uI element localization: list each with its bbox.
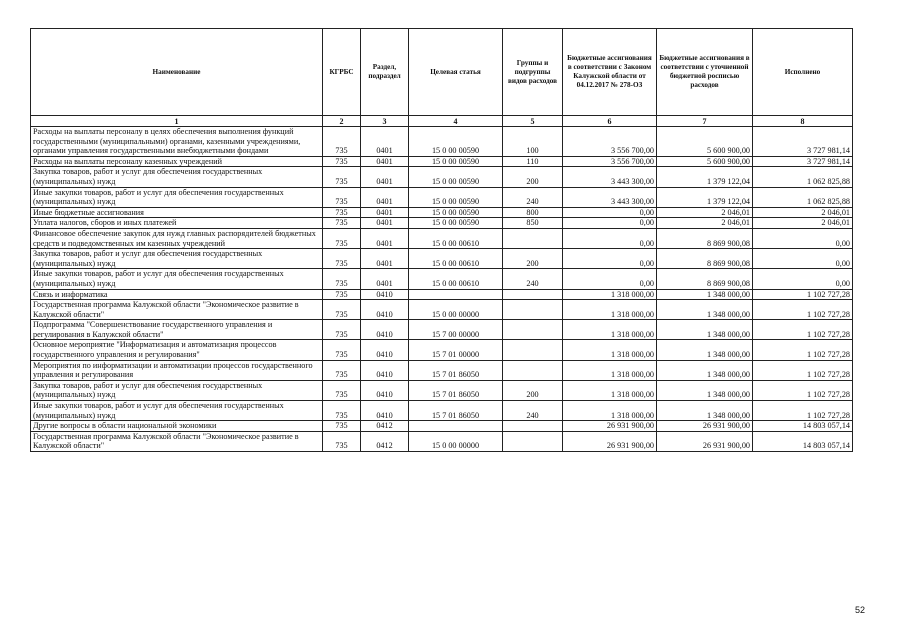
- done-amount-cell: 3 727 981,14: [753, 156, 853, 167]
- law-amount-cell: 3 556 700,00: [563, 156, 657, 167]
- done-amount-cell: 1 062 825,88: [753, 167, 853, 187]
- law-amount-cell: 0,00: [563, 249, 657, 269]
- done-amount-cell: 1 102 727,28: [753, 401, 853, 421]
- table-row: [31, 207, 853, 218]
- razdel-cell: 0401: [361, 207, 409, 218]
- kgrbs-cell: 735: [323, 431, 361, 451]
- law-amount-cell: 0,00: [563, 269, 657, 289]
- done-amount-cell: 0,00: [753, 269, 853, 289]
- vid-cell: 100: [503, 127, 563, 157]
- razdel-cell: 0412: [361, 431, 409, 451]
- name-cell: Финансовое обеспечение закупок для нужд главных распорядителей бюджетных средств и подведомственных им казенных учреждений: [31, 228, 323, 248]
- plan-amount-cell: 1 348 000,00: [657, 380, 753, 400]
- done-amount-cell: 0,00: [753, 228, 853, 248]
- law-amount-cell: 3 556 700,00: [563, 127, 657, 157]
- name-cell: Мероприятия по информатизации и автоматизации процессов государственного управления и регулирования: [31, 360, 323, 380]
- law-amount-cell: 26 931 900,00: [563, 421, 657, 432]
- razdel-cell: 0410: [361, 320, 409, 340]
- column-number: 4: [409, 116, 503, 127]
- plan-amount-cell: 1 348 000,00: [657, 340, 753, 360]
- vid-cell: 240: [503, 187, 563, 207]
- done-amount-cell: 2 046,01: [753, 218, 853, 229]
- done-amount-cell: 2 046,01: [753, 207, 853, 218]
- plan-amount-cell: 5 600 900,00: [657, 127, 753, 157]
- done-amount-cell: 1 102 727,28: [753, 360, 853, 380]
- razdel-cell: 0410: [361, 289, 409, 300]
- kgrbs-cell: 735: [323, 380, 361, 400]
- kgrbs-cell: 735: [323, 360, 361, 380]
- razdel-cell: 0410: [361, 360, 409, 380]
- page-number: 52: [854, 605, 865, 615]
- table-row: [31, 167, 853, 187]
- plan-amount-cell: 26 931 900,00: [657, 421, 753, 432]
- vid-cell: [503, 421, 563, 432]
- law-amount-cell: 1 318 000,00: [563, 320, 657, 340]
- razdel-cell: 0401: [361, 167, 409, 187]
- column-number: 8: [753, 116, 853, 127]
- vid-cell: 240: [503, 269, 563, 289]
- done-amount-cell: 14 803 057,14: [753, 421, 853, 432]
- header-plan: Бюджетные ассигнования в соответствии с уточненной бюджетной росписью расходов: [657, 29, 753, 116]
- law-amount-cell: 1 318 000,00: [563, 340, 657, 360]
- vid-cell: [503, 340, 563, 360]
- statya-cell: 15 0 00 00590: [409, 218, 503, 229]
- done-amount-cell: 1 102 727,28: [753, 340, 853, 360]
- vid-cell: 200: [503, 167, 563, 187]
- name-cell: Иные закупки товаров, работ и услуг для обеспечения государственных (муниципальных) нужд: [31, 269, 323, 289]
- name-cell: Государственная программа Калужской области "Экономическое развитие в Калужской области": [31, 431, 323, 451]
- statya-cell: 15 0 00 00590: [409, 187, 503, 207]
- table-row: [31, 300, 853, 320]
- done-amount-cell: 1 102 727,28: [753, 380, 853, 400]
- name-cell: Закупка товаров, работ и услуг для обеспечения государственных (муниципальных) нужд: [31, 249, 323, 269]
- name-cell: Подпрограмма "Совершенствование государственного управления и регулирования в Калужской области": [31, 320, 323, 340]
- law-amount-cell: 26 931 900,00: [563, 431, 657, 451]
- razdel-cell: 0410: [361, 380, 409, 400]
- razdel-cell: 0410: [361, 340, 409, 360]
- law-amount-cell: 1 318 000,00: [563, 380, 657, 400]
- table-row: [31, 269, 853, 289]
- vid-cell: 200: [503, 249, 563, 269]
- statya-cell: 15 7 01 86050: [409, 360, 503, 380]
- column-number: 3: [361, 116, 409, 127]
- done-amount-cell: 3 727 981,14: [753, 127, 853, 157]
- plan-amount-cell: 26 931 900,00: [657, 431, 753, 451]
- statya-cell: 15 0 00 00590: [409, 127, 503, 157]
- kgrbs-cell: 735: [323, 320, 361, 340]
- kgrbs-cell: 735: [323, 127, 361, 157]
- name-cell: Закупка товаров, работ и услуг для обеспечения государственных (муниципальных) нужд: [31, 167, 323, 187]
- kgrbs-cell: 735: [323, 421, 361, 432]
- law-amount-cell: 1 318 000,00: [563, 401, 657, 421]
- law-amount-cell: 1 318 000,00: [563, 360, 657, 380]
- vid-cell: [503, 320, 563, 340]
- statya-cell: 15 7 01 86050: [409, 380, 503, 400]
- name-cell: Расходы на выплаты персоналу в целях обеспечения выполнения функций государственными (муниципальными) органами, казенными учреждениями, органами управления государственными внебюджетными фондами: [31, 127, 323, 157]
- statya-cell: 15 0 00 00590: [409, 156, 503, 167]
- law-amount-cell: 3 443 300,00: [563, 187, 657, 207]
- header-razdel: Раздел, подраздел: [361, 29, 409, 116]
- razdel-cell: 0401: [361, 218, 409, 229]
- name-cell: Иные закупки товаров, работ и услуг для обеспечения государственных (муниципальных) нужд: [31, 187, 323, 207]
- razdel-cell: 0401: [361, 127, 409, 157]
- header-done: Исполнено: [753, 29, 853, 116]
- name-cell: Закупка товаров, работ и услуг для обеспечения государственных (муниципальных) нужд: [31, 380, 323, 400]
- kgrbs-cell: 735: [323, 340, 361, 360]
- name-cell: Связь и информатика: [31, 289, 323, 300]
- statya-cell: 15 0 00 00590: [409, 167, 503, 187]
- vid-cell: 200: [503, 380, 563, 400]
- header-row: [31, 29, 853, 116]
- statya-cell: 15 0 00 00000: [409, 300, 503, 320]
- kgrbs-cell: 735: [323, 207, 361, 218]
- kgrbs-cell: 735: [323, 156, 361, 167]
- law-amount-cell: 3 443 300,00: [563, 167, 657, 187]
- table-row: [31, 218, 853, 229]
- plan-amount-cell: 1 348 000,00: [657, 300, 753, 320]
- statya-cell: 15 0 00 00000: [409, 431, 503, 451]
- statya-cell: [409, 421, 503, 432]
- done-amount-cell: 1 102 727,28: [753, 320, 853, 340]
- column-number: 1: [31, 116, 323, 127]
- plan-amount-cell: 8 869 900,08: [657, 269, 753, 289]
- header-statya: Целевая статья: [409, 29, 503, 116]
- vid-cell: 240: [503, 401, 563, 421]
- table-row: [31, 431, 853, 451]
- law-amount-cell: 1 318 000,00: [563, 289, 657, 300]
- done-amount-cell: 1 102 727,28: [753, 289, 853, 300]
- plan-amount-cell: 1 379 122,04: [657, 187, 753, 207]
- header-vid: Группы и подгруппы видов расходов: [503, 29, 563, 116]
- table-row: [31, 340, 853, 360]
- header-name: Наименование: [31, 29, 323, 116]
- razdel-cell: 0401: [361, 187, 409, 207]
- name-cell: Основное мероприятие "Информатизация и автоматизация процессов государственного управления и регулирования": [31, 340, 323, 360]
- plan-amount-cell: 8 869 900,08: [657, 228, 753, 248]
- law-amount-cell: 0,00: [563, 228, 657, 248]
- table-row: [31, 421, 853, 432]
- vid-cell: [503, 289, 563, 300]
- table-row: [31, 320, 853, 340]
- plan-amount-cell: 1 348 000,00: [657, 360, 753, 380]
- plan-amount-cell: 2 046,01: [657, 218, 753, 229]
- vid-cell: 110: [503, 156, 563, 167]
- name-cell: Иные закупки товаров, работ и услуг для обеспечения государственных (муниципальных) нужд: [31, 401, 323, 421]
- table-row: [31, 127, 853, 157]
- name-cell: Государственная программа Калужской области "Экономическое развитие в Калужской области": [31, 300, 323, 320]
- plan-amount-cell: 5 600 900,00: [657, 156, 753, 167]
- plan-amount-cell: 1 348 000,00: [657, 320, 753, 340]
- statya-cell: 15 0 00 00610: [409, 249, 503, 269]
- plan-amount-cell: 1 379 122,04: [657, 167, 753, 187]
- kgrbs-cell: 735: [323, 269, 361, 289]
- vid-cell: [503, 360, 563, 380]
- table-row: [31, 289, 853, 300]
- vid-cell: [503, 300, 563, 320]
- vid-cell: [503, 228, 563, 248]
- plan-amount-cell: 2 046,01: [657, 207, 753, 218]
- razdel-cell: 0401: [361, 228, 409, 248]
- header-kgrbs: КГРБС: [323, 29, 361, 116]
- kgrbs-cell: 735: [323, 187, 361, 207]
- statya-cell: 15 0 00 00610: [409, 228, 503, 248]
- kgrbs-cell: 735: [323, 167, 361, 187]
- column-number: 6: [563, 116, 657, 127]
- table-row: [31, 401, 853, 421]
- name-cell: Другие вопросы в области национальной экономики: [31, 421, 323, 432]
- razdel-cell: 0410: [361, 401, 409, 421]
- law-amount-cell: 0,00: [563, 207, 657, 218]
- kgrbs-cell: 735: [323, 300, 361, 320]
- razdel-cell: 0401: [361, 156, 409, 167]
- done-amount-cell: 0,00: [753, 249, 853, 269]
- table-row: [31, 249, 853, 269]
- table-row: [31, 187, 853, 207]
- table-row: [31, 360, 853, 380]
- table-body: [31, 127, 853, 452]
- table-row: [31, 156, 853, 167]
- statya-cell: [409, 289, 503, 300]
- statya-cell: 15 0 00 00610: [409, 269, 503, 289]
- vid-cell: 850: [503, 218, 563, 229]
- razdel-cell: 0401: [361, 269, 409, 289]
- header-law: Бюджетные ассигнования в соответствии с Законом Калужской области от 04.12.2017 № 278-ОЗ: [563, 29, 657, 116]
- kgrbs-cell: 735: [323, 218, 361, 229]
- column-number: 5: [503, 116, 563, 127]
- kgrbs-cell: 735: [323, 228, 361, 248]
- vid-cell: 800: [503, 207, 563, 218]
- vid-cell: [503, 431, 563, 451]
- column-number-row: [31, 116, 853, 127]
- plan-amount-cell: 1 348 000,00: [657, 289, 753, 300]
- table-row: [31, 380, 853, 400]
- column-number: 7: [657, 116, 753, 127]
- plan-amount-cell: 8 869 900,08: [657, 249, 753, 269]
- plan-amount-cell: 1 348 000,00: [657, 401, 753, 421]
- name-cell: Расходы на выплаты персоналу казенных учреждений: [31, 156, 323, 167]
- done-amount-cell: 1 102 727,28: [753, 300, 853, 320]
- statya-cell: 15 7 00 00000: [409, 320, 503, 340]
- kgrbs-cell: 735: [323, 401, 361, 421]
- statya-cell: 15 7 01 00000: [409, 340, 503, 360]
- razdel-cell: 0410: [361, 300, 409, 320]
- kgrbs-cell: 735: [323, 289, 361, 300]
- kgrbs-cell: 735: [323, 249, 361, 269]
- column-number: 2: [323, 116, 361, 127]
- statya-cell: 15 0 00 00590: [409, 207, 503, 218]
- budget-table: [30, 28, 853, 452]
- law-amount-cell: 0,00: [563, 218, 657, 229]
- law-amount-cell: 1 318 000,00: [563, 300, 657, 320]
- statya-cell: 15 7 01 86050: [409, 401, 503, 421]
- razdel-cell: 0401: [361, 249, 409, 269]
- name-cell: Иные бюджетные ассигнования: [31, 207, 323, 218]
- razdel-cell: 0412: [361, 421, 409, 432]
- name-cell: Уплата налогов, сборов и иных платежей: [31, 218, 323, 229]
- done-amount-cell: 1 062 825,88: [753, 187, 853, 207]
- table-row: [31, 228, 853, 248]
- done-amount-cell: 14 803 057,14: [753, 431, 853, 451]
